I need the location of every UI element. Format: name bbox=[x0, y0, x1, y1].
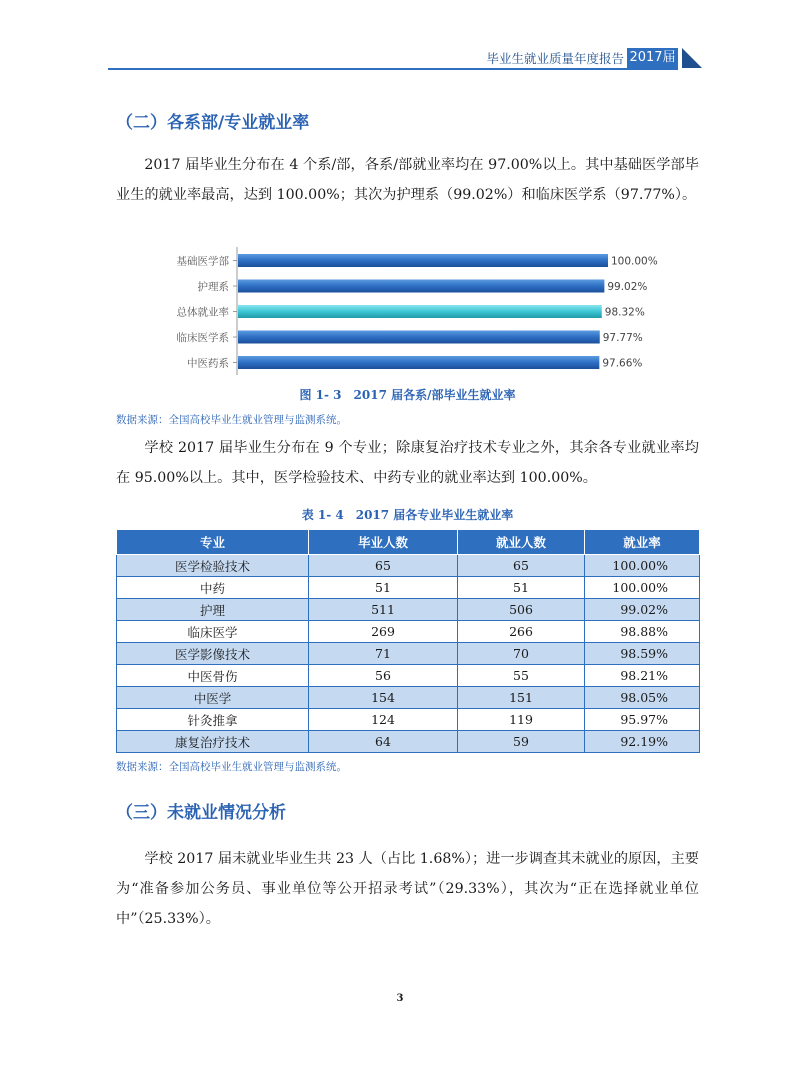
chart-category-label: 临床医学系 bbox=[176, 332, 229, 344]
cell-graduates: 71 bbox=[309, 643, 458, 665]
cell-graduates: 64 bbox=[309, 731, 458, 753]
paragraph-text: 学校 2017 届毕业生分布在 9 个专业；除康复治疗技术专业之外，其余各专业就业率均在 95.00%以上。其中，医学检验技术、中药专业的就业率达到 100.00%。 bbox=[116, 440, 699, 486]
section-title-departments: （二）各系部/专业就业率 bbox=[116, 113, 310, 133]
chart-bar bbox=[238, 305, 602, 318]
chart-value-label: 100.00% bbox=[611, 255, 658, 268]
cell-rate: 98.05% bbox=[585, 687, 700, 709]
chart-bar bbox=[238, 254, 608, 267]
cell-employed: 119 bbox=[458, 709, 585, 731]
header-triangle-decoration bbox=[682, 48, 702, 68]
cell-rate: 95.97% bbox=[585, 709, 700, 731]
cell-employed: 65 bbox=[458, 555, 585, 577]
chart-category-label: 护理系 bbox=[197, 281, 229, 293]
cell-major: 针灸推拿 bbox=[117, 709, 309, 731]
table-row bbox=[117, 599, 700, 621]
header-rule bbox=[108, 68, 678, 70]
report-header-year: 2017届 bbox=[627, 48, 678, 68]
table-row bbox=[117, 665, 700, 687]
table-caption: 表 1- 4 2017 届各专业毕业生就业率 bbox=[301, 508, 514, 522]
table-row bbox=[117, 621, 700, 643]
table-row bbox=[117, 709, 700, 731]
page-number: 3 bbox=[396, 993, 404, 1004]
cell-graduates: 124 bbox=[309, 709, 458, 731]
cell-employed: 266 bbox=[458, 621, 585, 643]
chart-value-label: 98.32% bbox=[604, 306, 645, 319]
department-employment-bar-chart bbox=[116, 245, 699, 377]
chart-category-label: 基础医学部 bbox=[176, 255, 229, 268]
cell-graduates: 154 bbox=[309, 687, 458, 709]
header-graduates: 毕业人数 bbox=[309, 530, 458, 555]
paragraph-major-summary bbox=[116, 433, 699, 493]
cell-major: 医学检验技术 bbox=[117, 555, 309, 577]
header-employed: 就业人数 bbox=[458, 530, 585, 555]
table-source: 数据来源：全国高校毕业生就业管理与监测系统。 bbox=[116, 761, 347, 773]
table-row bbox=[117, 577, 700, 599]
paragraph-text: 2017 届毕业生分布在 4 个系/部，各系/部就业率均在 97.00%以上。其中基础医学部毕业生的就业率最高，达到 100.00%；其次为护理系（99.02%）和临床医学系（97.77%）。 bbox=[116, 157, 699, 203]
chart-bar bbox=[238, 331, 600, 344]
cell-rate: 100.00% bbox=[585, 555, 700, 577]
section-title-unemployment: （三）未就业情况分析 bbox=[116, 803, 286, 823]
major-employment-table bbox=[116, 529, 700, 753]
chart-bar bbox=[238, 356, 599, 369]
paragraph-unemployment bbox=[116, 844, 699, 934]
cell-rate: 98.59% bbox=[585, 643, 700, 665]
cell-major: 护理 bbox=[117, 599, 309, 621]
chart-bar bbox=[238, 280, 604, 293]
cell-major: 医学影像技术 bbox=[117, 643, 309, 665]
figure-caption: 图 1- 3 2017 届各系/部毕业生就业率 bbox=[299, 388, 516, 402]
figure-source: 数据来源：全国高校毕业生就业管理与监测系统。 bbox=[116, 414, 347, 426]
table-row bbox=[117, 731, 700, 753]
chart-category-label: 中医药系 bbox=[187, 357, 229, 370]
header-major: 专业 bbox=[117, 530, 309, 555]
chart-value-label: 97.77% bbox=[602, 332, 643, 344]
cell-graduates: 51 bbox=[309, 577, 458, 599]
paragraph-text: 学校 2017 届未就业毕业生共 23 人（占比 1.68%）；进一步调查其未就业的原因，主要为“准备参加公务员、事业单位等公开招录考试”（29.33%），其次为“正在选择就业单位中”（25.33%）。 bbox=[116, 851, 699, 927]
table-row bbox=[117, 555, 700, 577]
cell-employed: 70 bbox=[458, 643, 585, 665]
cell-employed: 59 bbox=[458, 731, 585, 753]
header-rate: 就业率 bbox=[585, 530, 700, 555]
cell-major: 中药 bbox=[117, 577, 309, 599]
chart-value-label: 99.02% bbox=[607, 281, 648, 293]
cell-graduates: 511 bbox=[309, 599, 458, 621]
cell-employed: 51 bbox=[458, 577, 585, 599]
chart-category-label: 总体就业率 bbox=[176, 306, 229, 319]
cell-major: 临床医学 bbox=[117, 621, 309, 643]
chart-value-label: 97.66% bbox=[602, 357, 643, 370]
report-header-title: 毕业生就业质量年度报告 bbox=[486, 51, 624, 66]
paragraph-department-summary bbox=[116, 150, 699, 210]
table-header-row bbox=[117, 530, 700, 555]
cell-rate: 100.00% bbox=[585, 577, 700, 599]
cell-employed: 151 bbox=[458, 687, 585, 709]
cell-rate: 98.88% bbox=[585, 621, 700, 643]
cell-employed: 55 bbox=[458, 665, 585, 687]
cell-major: 中医骨伤 bbox=[117, 665, 309, 687]
cell-major: 中医学 bbox=[117, 687, 309, 709]
cell-employed: 506 bbox=[458, 599, 585, 621]
cell-graduates: 269 bbox=[309, 621, 458, 643]
cell-rate: 98.21% bbox=[585, 665, 700, 687]
table-row bbox=[117, 643, 700, 665]
cell-graduates: 65 bbox=[309, 555, 458, 577]
cell-major: 康复治疗技术 bbox=[117, 731, 309, 753]
cell-graduates: 56 bbox=[309, 665, 458, 687]
cell-rate: 99.02% bbox=[585, 599, 700, 621]
table-row bbox=[117, 687, 700, 709]
cell-rate: 92.19% bbox=[585, 731, 700, 753]
